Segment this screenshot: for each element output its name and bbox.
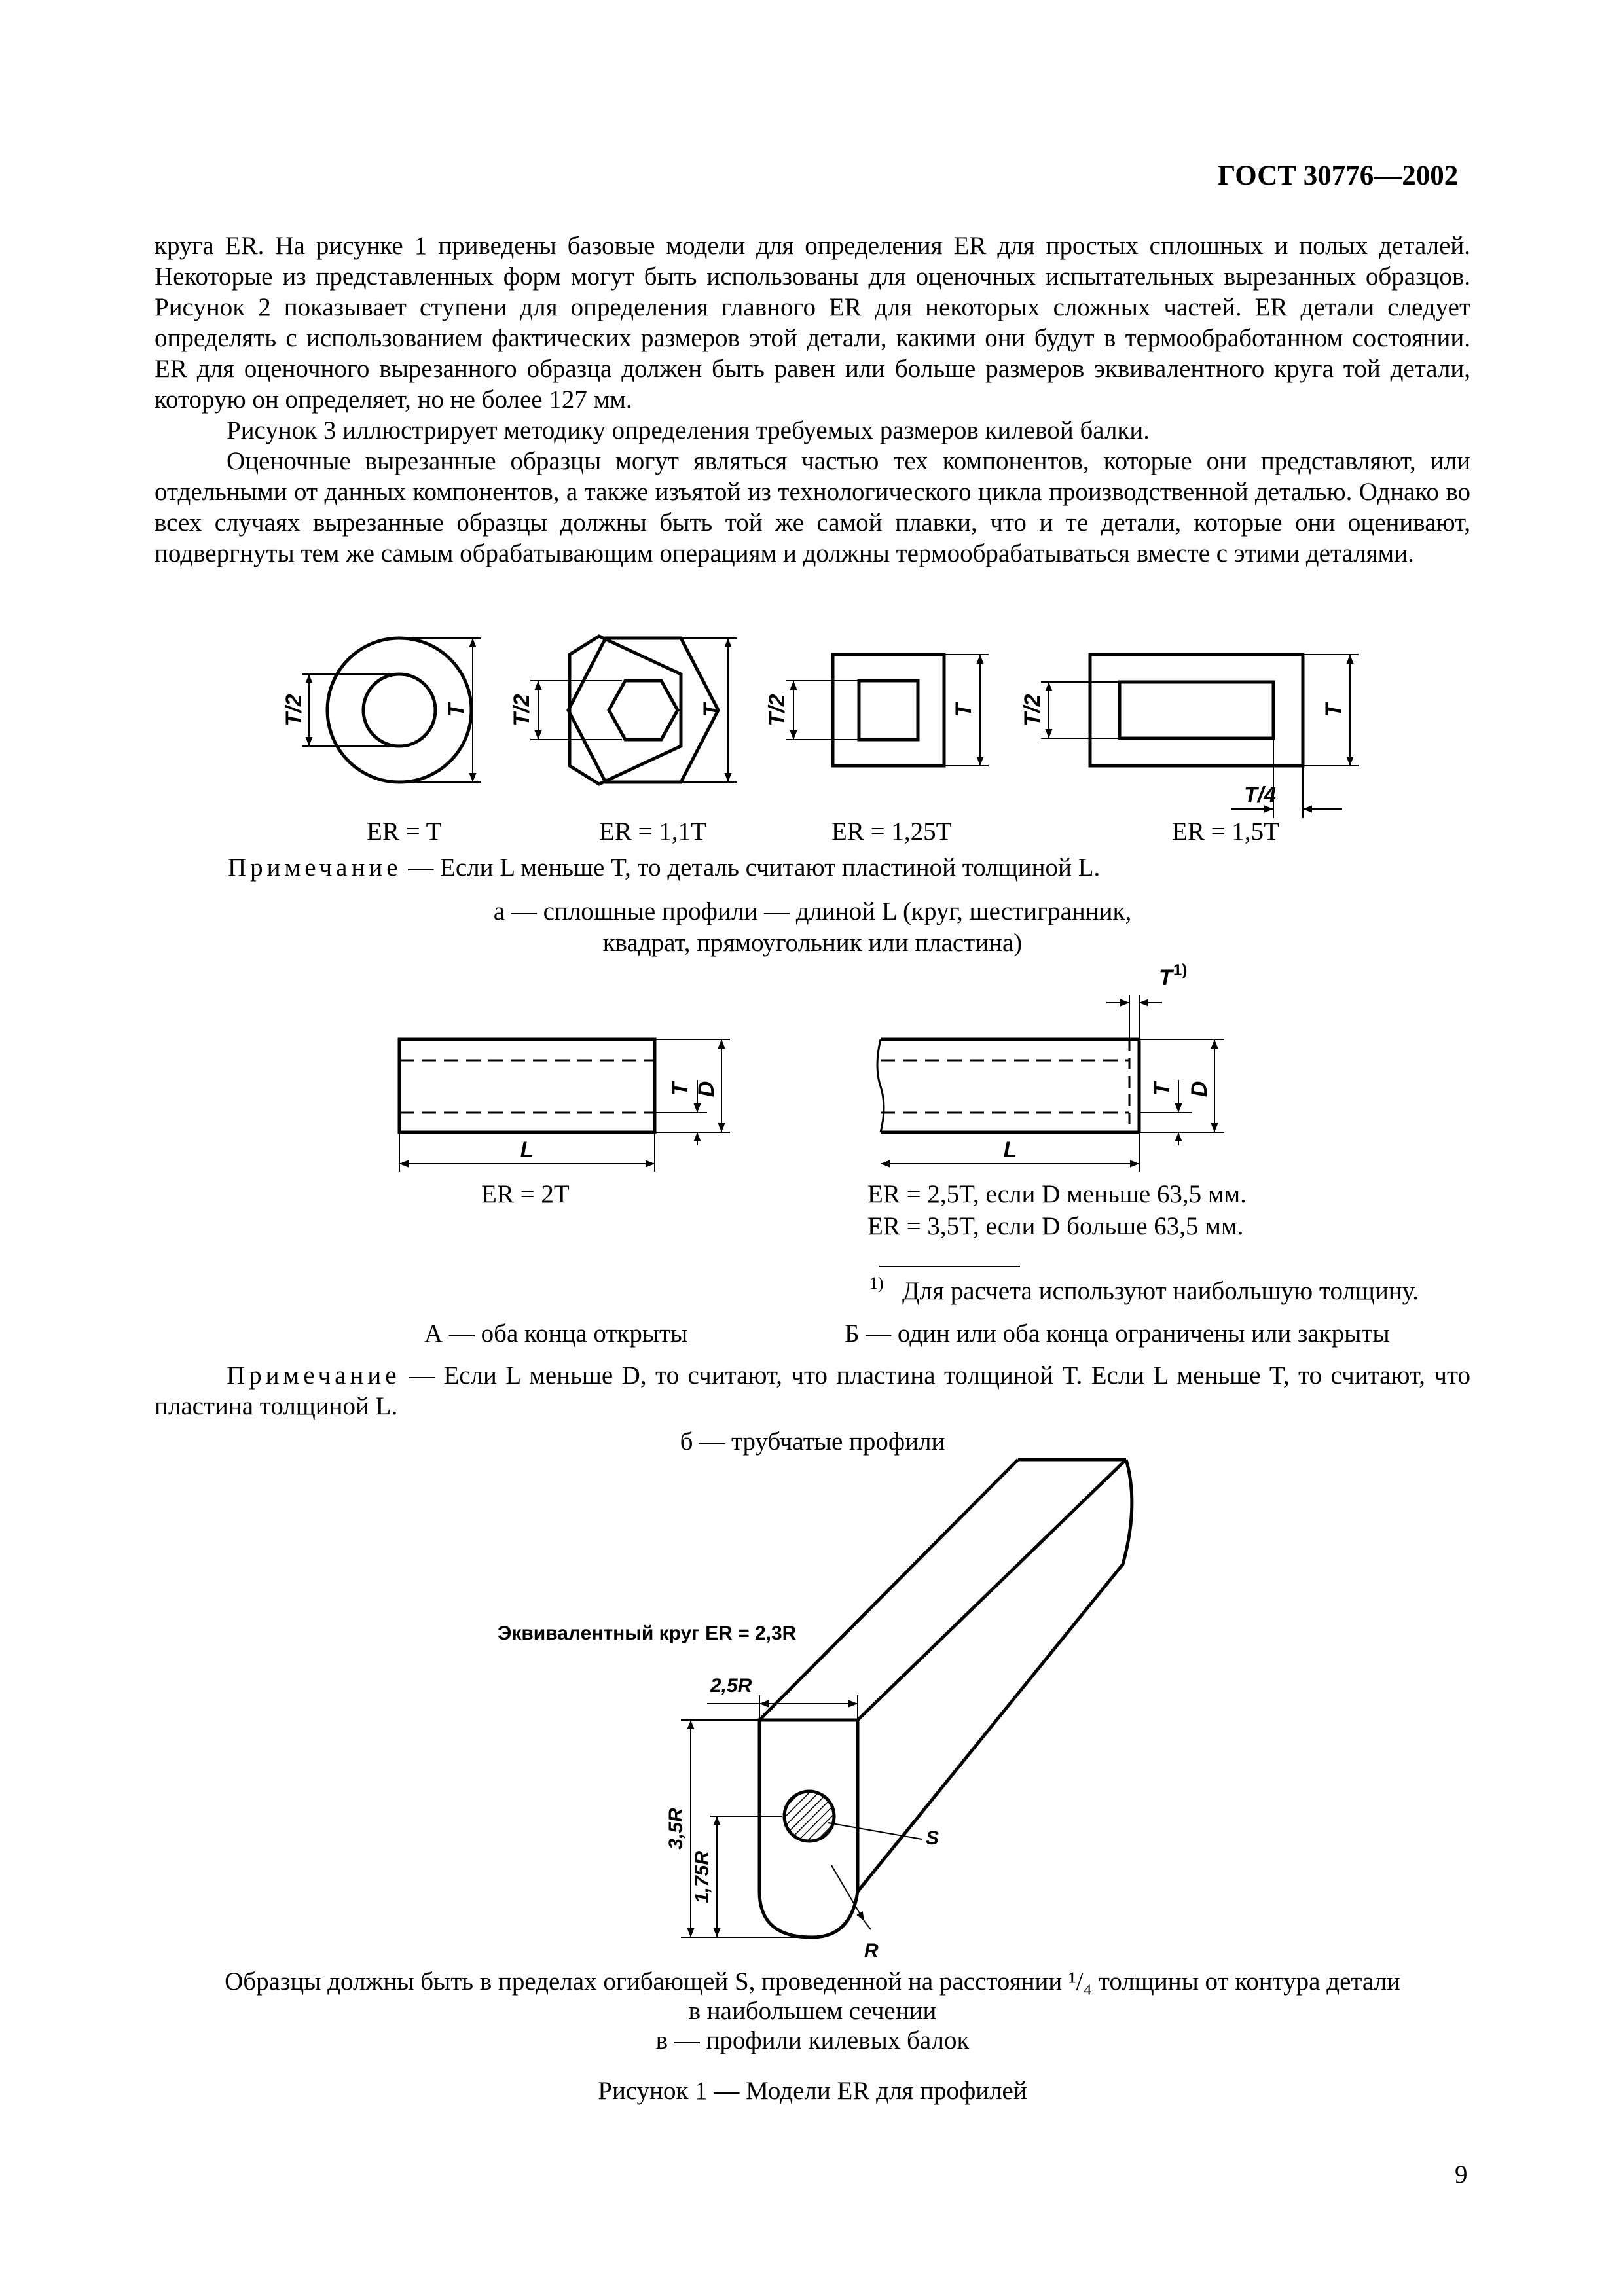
caption-c-line3: в — профили килевых балок [655,2026,970,2054]
formula-square: ER = 1,25T [831,817,952,846]
label-envelope: S [926,1827,939,1849]
caption-c-line2: в наибольшем сечении [688,1997,937,2025]
note-text: — Если L меньше D, то считают, что пластина толщиной T. Если L меньше T, то считают, что пластина толщиной L. [155,1361,1470,1420]
label-half-thickness: T/2 [282,694,306,726]
label-thickness: T [699,703,724,717]
label-end-thickness: T [1159,965,1173,990]
label-diameter: D [694,1081,719,1098]
paragraph-3: Оценочные вырезанные образцы могут являться частью тех компонентов, которые они представляют, или отдельными от данных компонентов, а также изъятой из технологического цикла производственной деталью. Однако во всех случаях вырезанные образцы должны быть той же самой плавки, что и те детали, которые они оценивают, подвергнуты тем же самым обрабатывающим операциям и должны термообрабатываться вместе с этими деталями. [155,447,1470,567]
formula-closed-large: ER = 3,5T, если D больше 63,5 мм. [867,1212,1244,1240]
note-prefix: Примечание [227,1361,401,1390]
paragraph-1: круга ER. На рисунке 1 приведены базовые модели для определения ER для простых сплошных и полых деталей. Некоторые из представленных форм могут быть использованы для оценочных испытательных вырезанных образцов. Рисунок 2 показывает ступени для определения главного ER для некоторых сложных частей. ER детали следует определять с использованием фактических размеров этой детали, какими они будут в термообработанном состоянии. ER для оценочного вырезанного образца должен быть равен или больше размеров эквивалентного круга той детали, которую он определяет, но не более 127 мм. [155,232,1470,414]
note-prefix: Примечание [228,853,402,882]
label-half-thickness: T/2 [1020,694,1045,726]
caption-b-left: А — оба конца открыты [424,1319,688,1348]
shape-hexagon [570,636,681,784]
footnote-mark: 1) [869,1274,884,1293]
label-thickness: T [951,703,976,717]
formula-round: ER = T [367,817,442,846]
formula-closed-small: ER = 2,5T, если D меньше 63,5 мм. [867,1180,1247,1208]
label-thickness: T [1321,703,1346,717]
label-wall-thickness: T [668,1082,693,1096]
tube-open-ends [399,1039,730,1172]
label-wall-thickness: T [1150,1082,1175,1096]
note-b [155,1360,1470,1422]
label-center-height: 1,75R [691,1850,713,1904]
caption-b-right: Б — один или оба конца ограничены или закрыты [845,1319,1390,1348]
caption-b: б — трубчатые профили [680,1427,945,1456]
shape-rectangle [1041,655,1359,818]
label-footnote-mark: 1) [1173,961,1188,979]
label-diameter: D [1187,1081,1212,1098]
label-width: 2,5R [710,1675,752,1696]
page-number: 9 [1455,2161,1468,2189]
formula-rectangle: ER = 1,5T [1172,817,1279,846]
footnote-text: Для расчета используют наибольшую толщину. [902,1277,1419,1305]
label-length: L [1003,1138,1017,1162]
keel-beam [759,1460,1132,1937]
document-id: ГОСТ 30776—2002 [1218,160,1459,191]
label-equivalent-circle: Эквивалентный круг ER = 2,3R [498,1623,797,1644]
label-thickness: T [444,703,469,717]
label-radius: R [864,1940,879,1962]
label-height: 3,5R [665,1808,687,1850]
label-quarter-thickness: T/4 [1244,783,1277,808]
footnote-separator [879,1266,1020,1267]
caption-c-line1: Образцы должны быть в пределах огибающей S, проведенной на расстоянии ¹/₄ толщины от контура детали [225,1967,1400,1996]
formula-open-ends: ER = 2T [481,1180,570,1208]
caption-a-line1: а — сплошные профили — длиной L (круг, шестигранник, [493,897,1132,925]
label-length: L [520,1138,534,1162]
paragraph-2: Рисунок 3 иллюстрирует методику определения требуемых размеров килевой балки. [227,416,1150,444]
label-half-thickness: T/2 [765,694,790,726]
note-text: — Если L меньше T, то деталь считают пластиной толщиной L. [401,853,1101,882]
equivalent-circle [784,1791,834,1841]
note-a [228,853,1100,882]
figure-title: Рисунок 1 — Модели ER для профилей [598,2077,1027,2105]
caption-a-line2: квадрат, прямоугольник или пластина) [602,929,1023,957]
formula-hexagon: ER = 1,1T [599,817,706,846]
label-half-thickness: T/2 [509,694,534,726]
